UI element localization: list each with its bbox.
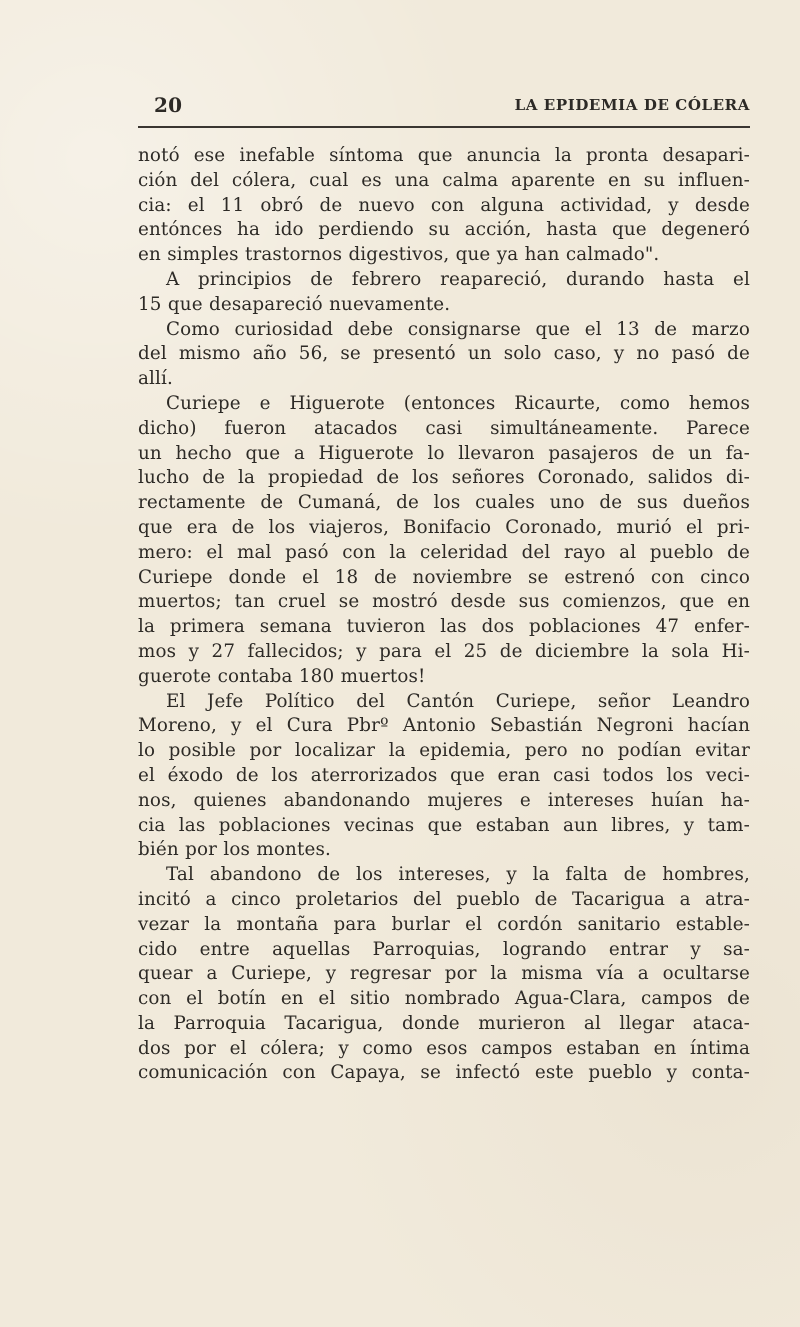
text-line: guerote contaba 180 muertos! — [138, 665, 426, 687]
text-line: nos, quienes abandonando mujeres e intereses huían ha- — [138, 789, 750, 811]
text-line: lucho de la propiedad de los señores Coronado, salidos di- — [138, 467, 750, 489]
text-line: cido entre aquellas Parroquias, logrando entrar y sa- — [138, 938, 750, 960]
paragraph-6 — [138, 863, 750, 1086]
text-line: con el botín en el sitio nombrado Agua-Clara, campos de — [138, 988, 750, 1010]
text-line: rectamente de Cumaná, de los cuales uno de sus dueños — [138, 492, 750, 514]
page-number: 20 — [154, 93, 183, 117]
text-line: Curiepe e Higuerote (entonces Ricaurte, como hemos — [166, 392, 750, 414]
body-text — [138, 144, 750, 1086]
text-line: bién por los montes. — [138, 839, 331, 861]
text-line: entónces ha ido perdiendo su acción, hasta que degeneró — [138, 219, 750, 241]
text-line: mero: el mal pasó con la celeridad del rayo al pueblo de — [138, 541, 750, 563]
text-line: comunicación con Capaya, se infectó este pueblo y conta- — [138, 1062, 750, 1084]
text-line: del mismo año 56, se presentó un solo caso, y no pasó de — [138, 343, 750, 365]
text-line: cia: el 11 obró de nuevo con alguna actividad, y desde — [138, 194, 750, 216]
text-line: dicho) fueron atacados casi simultáneamente. Parece — [138, 417, 750, 439]
text-line: mos y 27 fallecidos; y para el 25 de diciembre la sola Hi- — [138, 640, 750, 662]
text-line: incitó a cinco proletarios del pueblo de Tacarigua a atra- — [138, 888, 750, 910]
text-line: 15 que desapareció nuevamente. — [138, 293, 451, 315]
text-line: allí. — [138, 368, 174, 390]
text-line: quear a Curiepe, y regresar por la misma vía a ocultarse — [138, 963, 750, 985]
text-line: la primera semana tuvieron las dos poblaciones 47 enfer- — [138, 616, 750, 638]
text-line: la Parroquia Tacarigua, donde murieron al llegar ataca- — [138, 1012, 750, 1034]
paragraph-4 — [138, 392, 750, 690]
text-line: El Jefe Político del Cantón Curiepe, señor Leandro — [166, 690, 750, 712]
text-line: Como curiosidad debe consignarse que el 13 de marzo — [166, 318, 750, 340]
text-line: Curiepe donde el 18 de noviembre se estrenó con cinco — [138, 566, 750, 588]
paragraph-3 — [138, 318, 750, 392]
text-line: dos por el cólera; y como esos campos estaban en íntima — [138, 1037, 750, 1059]
text-line: un hecho que a Higuerote lo llevaron pasajeros de un fa- — [138, 442, 750, 464]
text-line: vezar la montaña para burlar el cordón sanitario estable- — [138, 913, 750, 935]
text-line: el éxodo de los aterrorizados que eran casi todos los veci- — [138, 764, 750, 786]
text-line: A principios de febrero reapareció, durando hasta el — [166, 268, 750, 290]
paragraph-2 — [138, 268, 750, 318]
page-header — [138, 93, 750, 127]
paragraph-1 — [138, 144, 750, 268]
text-line: que era de los viajeros, Bonifacio Coronado, murió el pri- — [138, 516, 750, 538]
text-line: notó ese inefable síntoma que anuncia la pronta desapari- — [138, 145, 750, 166]
text-line: Tal abandono de los intereses, y la falta de hombres, — [166, 864, 750, 886]
text-line: muertos; tan cruel se mostró desde sus comienzos, que en — [138, 591, 750, 613]
text-line: Moreno, y el Cura Pbrº Antonio Sebastián Negroni hacían — [138, 715, 750, 737]
running-title: LA EPIDEMIA DE CÓLERA — [514, 96, 750, 114]
text-line: cia las poblaciones vecinas que estaban aun libres, y tam- — [138, 814, 750, 836]
text-line: ción del cólera, cual es una calma aparente en su influen- — [138, 169, 750, 191]
text-line: lo posible por localizar la epidemia, pero no podían evitar — [138, 740, 750, 762]
paragraph-5 — [138, 690, 750, 864]
text-line: en simples trastornos digestivos, que ya han calmado". — [138, 244, 660, 266]
header-rule — [138, 126, 750, 128]
